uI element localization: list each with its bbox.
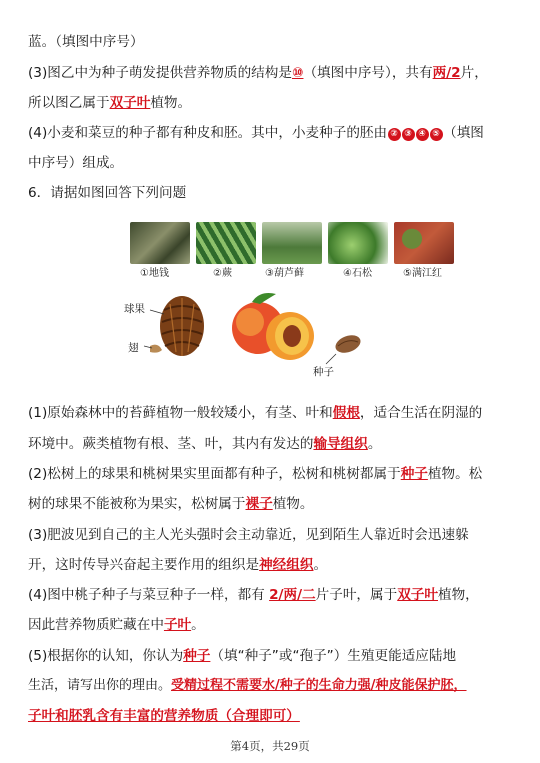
plant-photo-liverwort bbox=[130, 222, 190, 264]
cone-peach-illustration bbox=[120, 288, 390, 388]
text-line: 环境中。蕨类植物有根、茎、叶，其内有发达的输导组织。 bbox=[28, 436, 382, 452]
answer: 输导组织 bbox=[313, 436, 368, 452]
answer-number: ② bbox=[388, 128, 401, 141]
answer: 受精过程不需要水/种子的生命力强/种皮能保护胚， bbox=[171, 678, 467, 693]
plant-photo-azolla bbox=[394, 222, 454, 264]
label-cone: 球果 bbox=[124, 303, 145, 315]
text-line: 树的球果不能被称为果实，松树属于裸子植物。 bbox=[28, 496, 314, 512]
answer-number: ④ bbox=[416, 128, 429, 141]
text-line: 因此营养物质贮藏在中子叶。 bbox=[28, 617, 205, 633]
answer: 子叶和胚乳含有丰富的营养物质（合理即可） bbox=[28, 708, 300, 724]
peach-seed bbox=[333, 332, 363, 356]
image-caption: ①地钱 bbox=[140, 268, 169, 279]
plant-photo-fern bbox=[196, 222, 256, 264]
question-6-heading: 6．请据如图回答下列问题 bbox=[28, 185, 187, 201]
text-line: 所以图乙属于双子叶植物。 bbox=[28, 95, 192, 111]
question-5-4: (4)小麦和菜豆的种子都有种皮和胚。其中，小麦种子的胚由 ② ③ ④ ⑤ （填图 bbox=[28, 125, 484, 141]
page-footer: 第4页，共29页 bbox=[230, 739, 310, 753]
question-5-3: (3)图乙中为种子萌发提供营养物质的结构是⑩（填图中序号），共有两/2片， bbox=[28, 65, 488, 81]
question-6-1: (1)原始森林中的苔藓植物一般较矮小，有茎、叶和假根，适合生活在阴湿的 bbox=[28, 405, 483, 421]
peach bbox=[232, 293, 314, 360]
winged-seed bbox=[150, 345, 162, 353]
text-line: 蓝。（填图中序号） bbox=[28, 34, 144, 50]
text-line: 生活，请写出你的理由。受精过程不需要水/种子的生命力强/种皮能保护胚， bbox=[28, 678, 467, 693]
question-6-3: (3)肥波见到自己的主人光头强时会主动靠近，见到陌生人靠近时会迅速躲 bbox=[28, 527, 469, 543]
label-line bbox=[150, 310, 164, 314]
image-caption: ②蕨 bbox=[213, 268, 232, 279]
text-line: 开，这时传导兴奋起主要作用的组织是神经组织。 bbox=[28, 557, 328, 573]
image-caption: ③葫芦藓 bbox=[265, 268, 304, 279]
answer: 裸子 bbox=[245, 496, 273, 512]
answer: 双子叶 bbox=[109, 95, 151, 111]
label-seed: 种子 bbox=[313, 366, 334, 378]
pine-cone bbox=[160, 296, 204, 356]
question-6-4: (4)图中桃子种子与菜豆种子一样，都有 2/两/二片子叶，属于双子叶植物， bbox=[28, 587, 479, 603]
answer: 双子叶 bbox=[397, 587, 438, 603]
answer: 神经组织 bbox=[259, 557, 314, 573]
label-line bbox=[326, 354, 336, 364]
plant-photo-moss bbox=[262, 222, 322, 264]
answer: 两/2 bbox=[432, 65, 461, 81]
answer: 子叶 bbox=[163, 617, 192, 633]
question-6-2: (2)松树上的球果和桃树果实里面都有种子，松树和桃树都属于种子植物。松 bbox=[28, 466, 483, 482]
answer: ⑩ bbox=[291, 65, 304, 81]
plant-photo-clubmoss bbox=[328, 222, 388, 264]
answer-number: ⑤ bbox=[430, 128, 443, 141]
answer-number: ③ bbox=[402, 128, 415, 141]
answer: 种子 bbox=[183, 648, 211, 664]
answer: 2/两/二 bbox=[269, 587, 316, 603]
label-wing: 翅 bbox=[128, 342, 139, 354]
image-caption: ④石松 bbox=[343, 268, 372, 279]
text-line: 中序号）组成。 bbox=[28, 155, 124, 171]
answer: 种子 bbox=[400, 466, 428, 482]
answer: 假根 bbox=[332, 405, 360, 421]
text-line bbox=[28, 706, 300, 726]
image-caption: ⑤满江红 bbox=[403, 268, 442, 279]
question-6-5: (5)根据你的认知，你认为种子（填“种子”或“孢子”）生殖更能适应陆地 bbox=[28, 648, 457, 664]
